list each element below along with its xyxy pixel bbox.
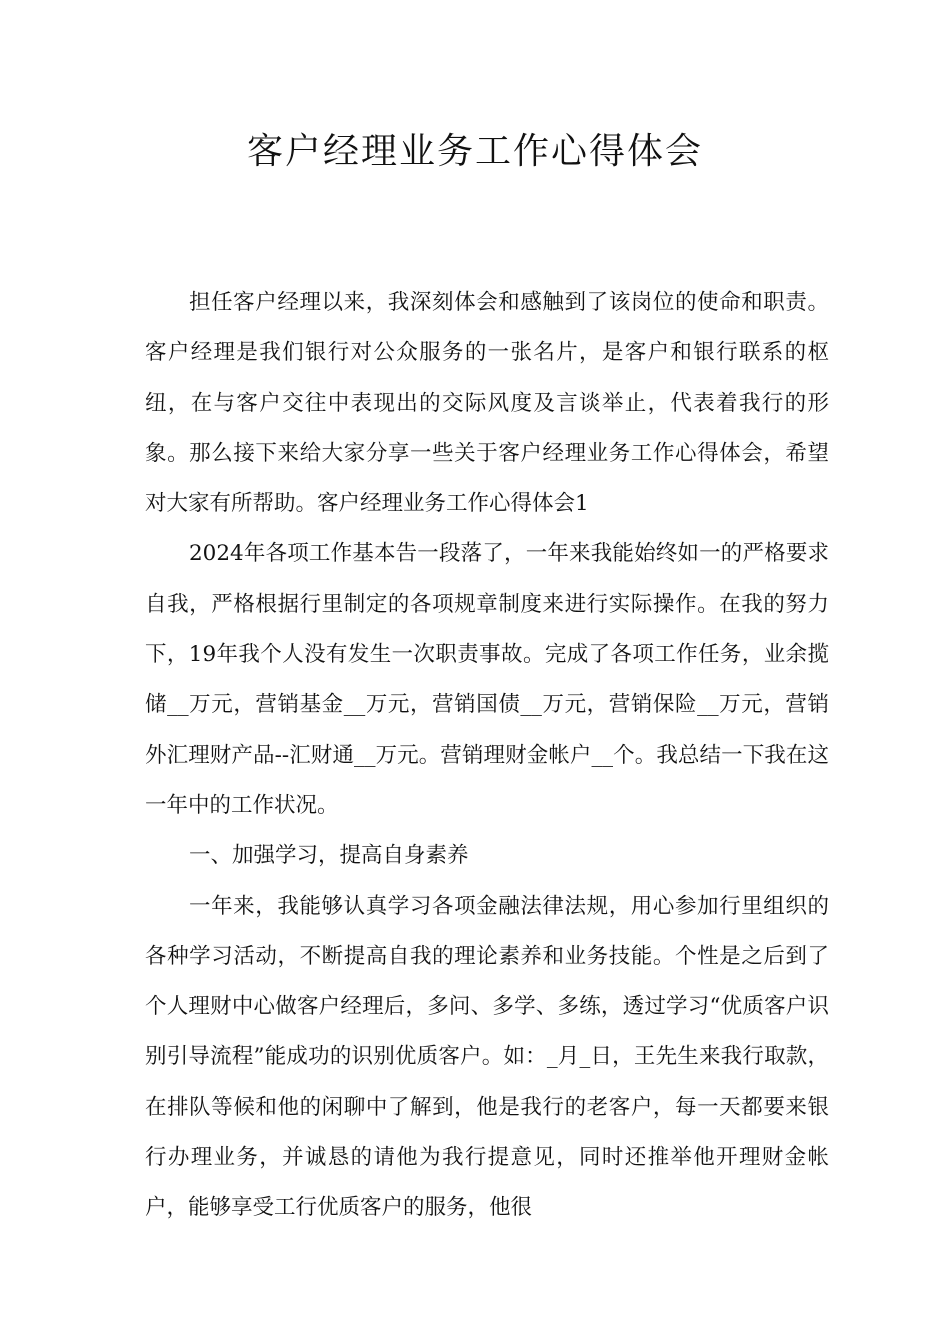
paragraph-study: 一年来，我能够认真学习各项金融法律法规，用心参加行里组织的各种学习活动，不断提高自我的理论素养和业务技能。个性是之后到了个人理财中心做客户经理后，多问、多学、多练，透过学习“优质客户识别引导流程”能成功的识别优质客户。如：_月_日，王先生来我行取款，在排队等候和他的闲聊中了解到，他是我行的老客户，每一天都要来银行办理业务，并诚恳的请他为我行提意见，同时还推举他开理财金帐户，能够享受工行优质客户的服务，他很 xyxy=(145,893,829,1221)
document-title: 客户经理业务工作心得体会 xyxy=(246,131,703,172)
paragraph-summary: 2024年各项工作基本告一段落了，一年来我能始终如一的严格要求自我，严格根据行里制定的各项规章制度来进行实际操作。在我的努力下，19年我个人没有发生一次职责事故。完成了各项工作任务，业余揽储__万元，营销基金__万元，营销国债__万元，营销保险__万元，营销外汇理财产品--汇财通__万元。营销理财金帐户__个。我总结一下我在这一年中的工作状况。 xyxy=(145,541,829,818)
document-body xyxy=(145,278,829,1234)
paragraph-intro: 担任客户经理以来，我深刻体会和感触到了该岗位的使命和职责。客户经理是我们银行对公众服务的一张名片，是客户和银行联系的枢纽，在与客户交往中表现出的交际风度及言谈举止，代表着我行的形象。那么接下来给大家分享一些关于客户经理业务工作心得体会，希望对大家有所帮助。客户经理业务工作心得体会1 xyxy=(145,290,829,517)
section-heading: 一、加强学习，提高自身素养 xyxy=(189,843,469,869)
